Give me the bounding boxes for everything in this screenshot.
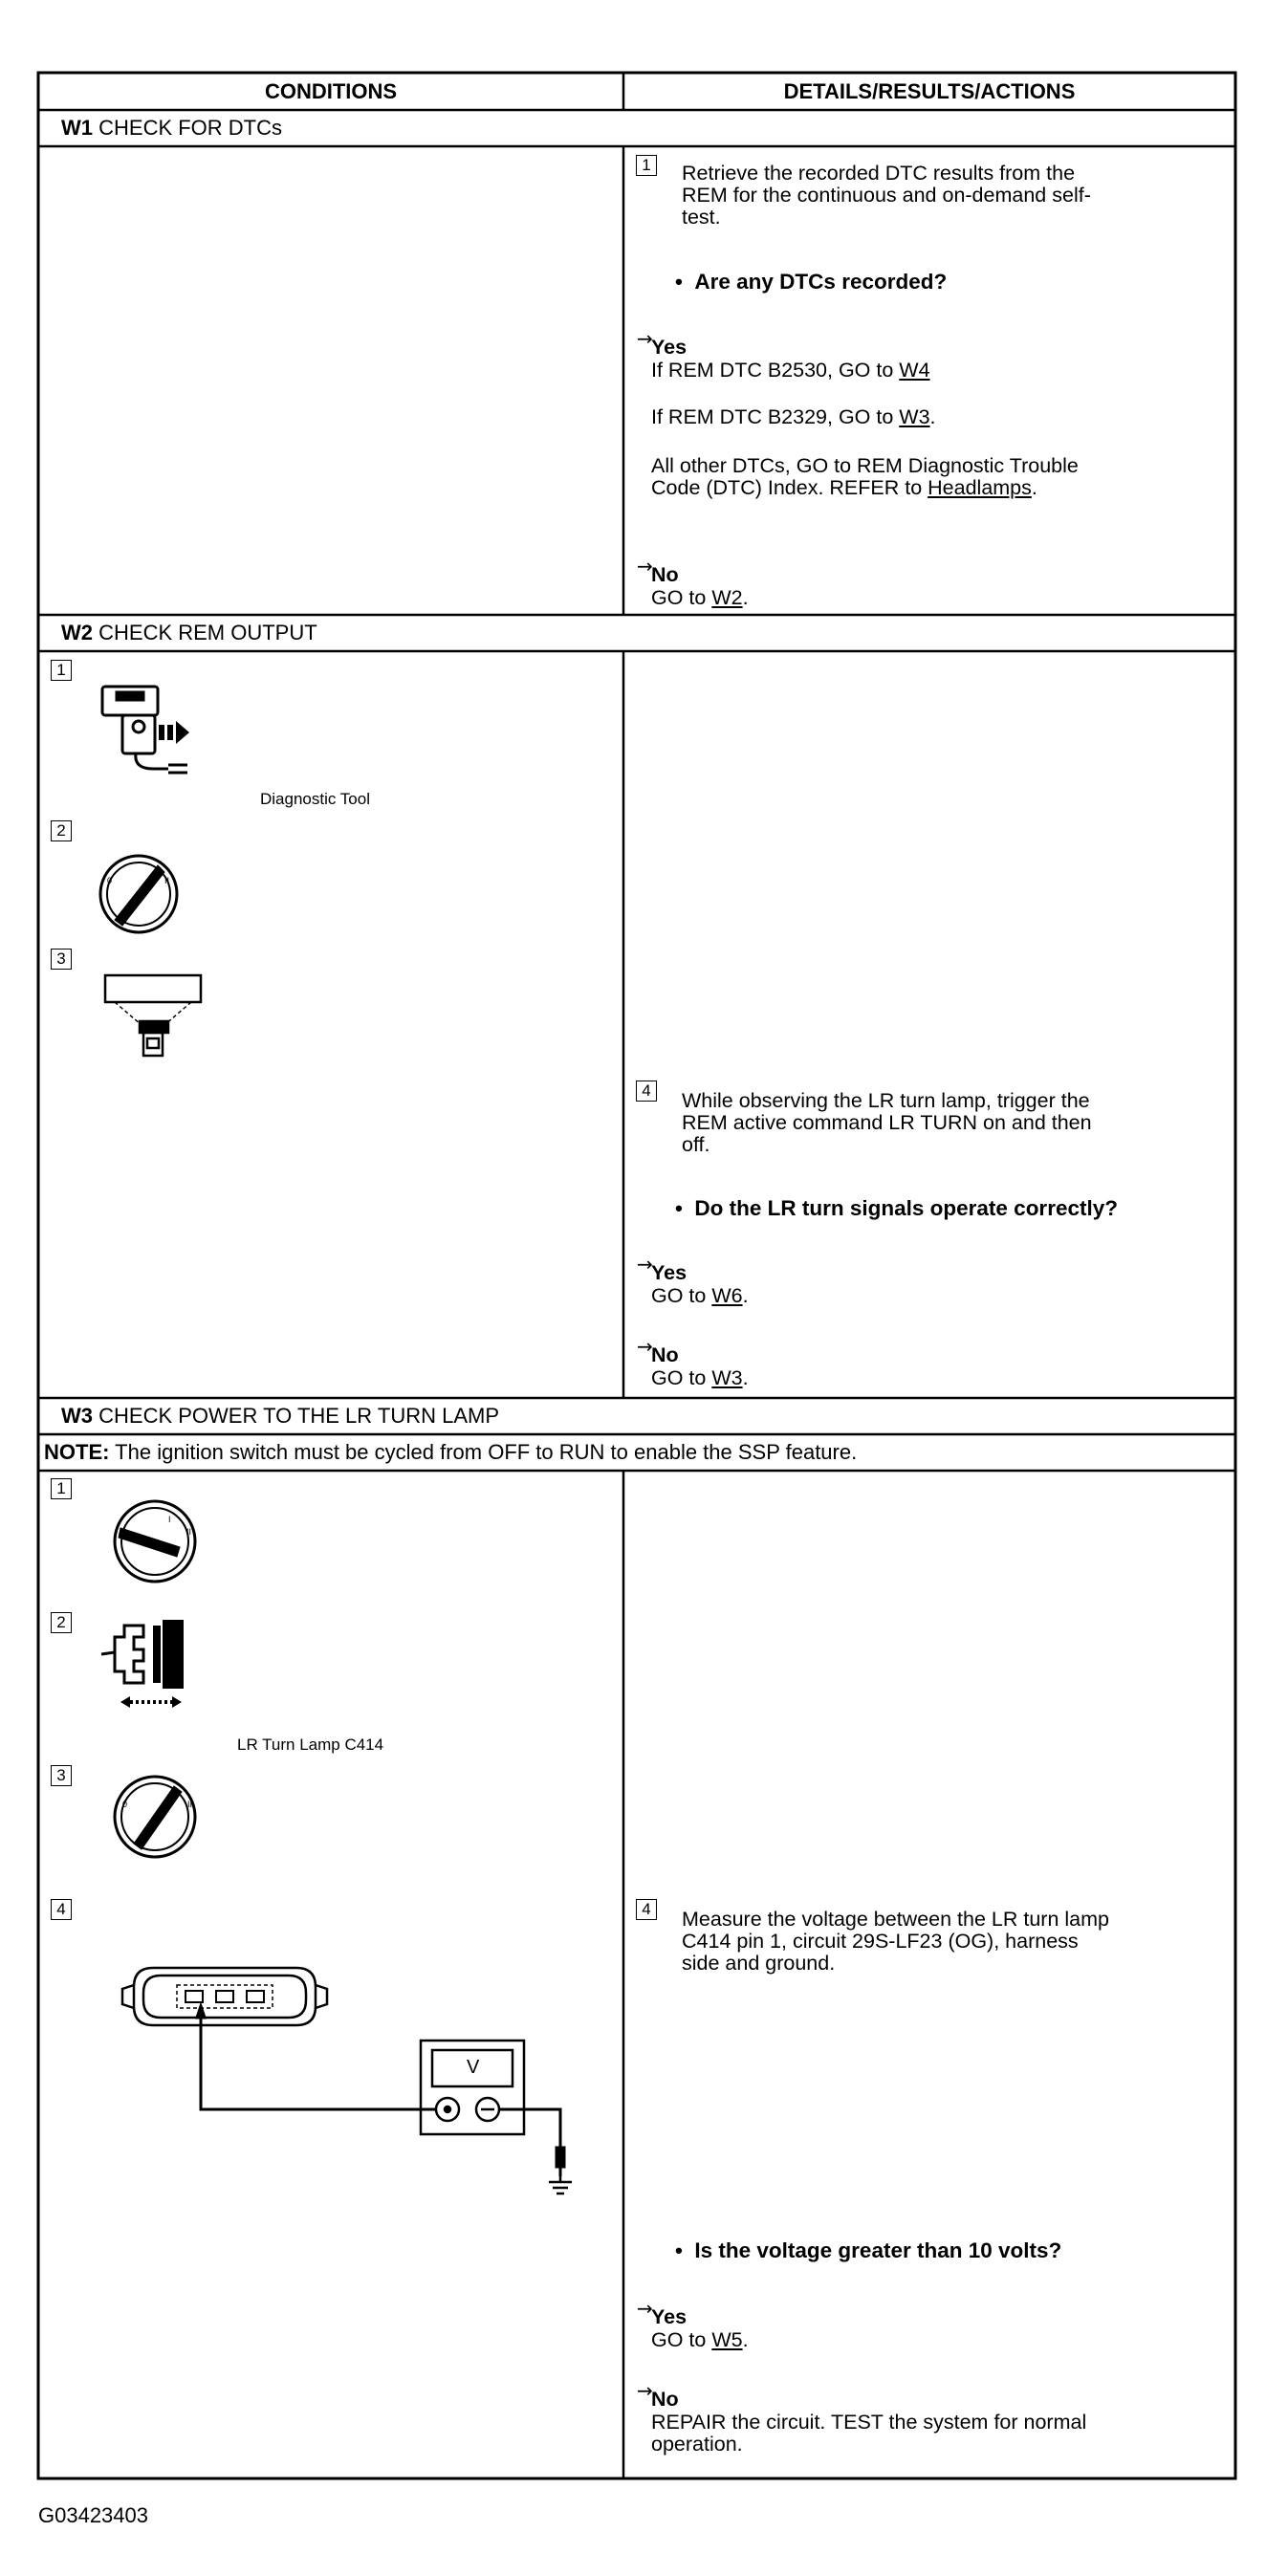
arrow-icon: → [637,2297,653,2320]
w1-step1-line1: Retrieve the recorded DTC results from the [682,162,1076,185]
section-w1-title: W1 CHECK FOR DTCs [61,116,283,140]
w1-yes-line2: If REM DTC B2329, GO to W3. [651,405,936,428]
ignition-switch-icon [100,856,177,932]
step-number: 4 [636,1899,657,1920]
lamp-socket-icon [105,975,201,1056]
step-number: 1 [51,1478,72,1499]
w2-yes-line: GO to W6. [651,1284,749,1307]
svg-text:II: II [187,1800,193,1809]
arrow-icon: → [637,555,653,578]
link-headlamps[interactable]: Headlamps [928,476,1032,499]
step-number: 2 [51,1612,72,1633]
ground-symbol-icon [549,2167,572,2194]
w2-step4-line2: REM active command LR TURN on and then [682,1111,1092,1134]
w3-step4-line2: C414 pin 1, circuit 29S-LF23 (OG), harness [682,1930,1079,1953]
connector-c414-icon [122,1968,327,2025]
w1-yes-line4: Code (DTC) Index. REFER to Headlamps. [651,476,1037,499]
arrow-icon: → [637,327,653,350]
diagnostic-tool-caption: Diagnostic Tool [260,790,370,808]
w3-step4-line1: Measure the voltage between the LR turn lamp [682,1908,1109,1931]
arrow-icon: → [637,1335,653,1358]
w1-no-line: GO to W2. [651,586,749,609]
ignition-switch-run-icon [115,1777,195,1857]
connector-disconnect-icon [101,1620,184,1708]
meter-v-label: V [467,2057,480,2078]
link-w5[interactable]: W5 [711,2328,743,2351]
w2-step4-line1: While observing the LR turn lamp, trigger the [682,1089,1090,1112]
w1-yes-line3: All other DTCs, GO to REM Diagnostic Trouble [651,454,1079,477]
w3-note: NOTE: The ignition switch must be cycled from OFF to RUN to enable the SSP feature. [44,1440,858,1464]
w2-yes-label: Yes [651,1261,688,1284]
w3-no-line2: operation. [651,2433,743,2456]
w1-step1-line2: REM for the continuous and on-demand self- [682,184,1091,207]
step-number: 3 [51,1765,72,1786]
w1-no-label: No [651,563,679,586]
section-w3-title: W3 CHECK POWER TO THE LR TURN LAMP [61,1404,500,1428]
link-w3[interactable]: W3 [711,1366,743,1389]
w1-step1-line3: test. [682,206,721,229]
diagnostic-tool-icon [102,687,189,773]
w1-question: • Are any DTCs recorded? [675,270,948,294]
step-number: 4 [51,1899,72,1920]
connector-caption: LR Turn Lamp C414 [237,1736,384,1754]
w3-yes-label: Yes [651,2305,688,2328]
w2-step4-line3: off. [682,1133,710,1156]
link-w2[interactable]: W2 [711,586,743,609]
svg-text:II: II [186,1527,192,1537]
header-conditions: CONDITIONS [264,79,398,103]
link-w4[interactable]: W4 [899,359,930,382]
svg-text:0: 0 [122,1800,128,1809]
ignition-switch-off-icon [115,1501,195,1582]
link-w6[interactable]: W6 [711,1284,743,1307]
w3-no-line1: REPAIR the circuit. TEST the system for normal [651,2411,1087,2434]
svg-text:I: I [168,1515,171,1524]
w2-no-label: No [651,1343,679,1366]
w3-question: • Is the voltage greater than 10 volts? [675,2238,1062,2262]
step-number: 3 [51,949,72,970]
w2-no-line: GO to W3. [651,1366,749,1389]
step-number: 2 [51,820,72,841]
w1-yes-line1: If REM DTC B2530, GO to W4 [651,359,930,382]
arrow-icon: → [637,1253,653,1276]
section-w2-title: W2 CHECK REM OUTPUT [61,621,317,644]
link-w3[interactable]: W3 [899,405,930,428]
voltmeter-icon [421,2041,524,2134]
step-number: 1 [636,155,657,176]
w3-no-label: No [651,2388,679,2411]
w3-yes-line: GO to W5. [651,2328,749,2351]
step-number: 4 [636,1081,657,1102]
w2-question: • Do the LR turn signals operate correctly? [675,1196,1118,1220]
w1-yes-label: Yes [651,336,688,359]
w3-step4-line3: side and ground. [682,1952,836,1975]
svg-text:II: II [164,876,170,885]
meter-leads [197,2006,564,2176]
arrow-icon: → [637,2379,653,2402]
svg-text:0: 0 [107,876,113,885]
step-number: 1 [51,660,72,681]
figure-id: G03423403 [38,2503,148,2527]
header-details: DETAILS/RESULTS/ACTIONS [783,79,1076,103]
